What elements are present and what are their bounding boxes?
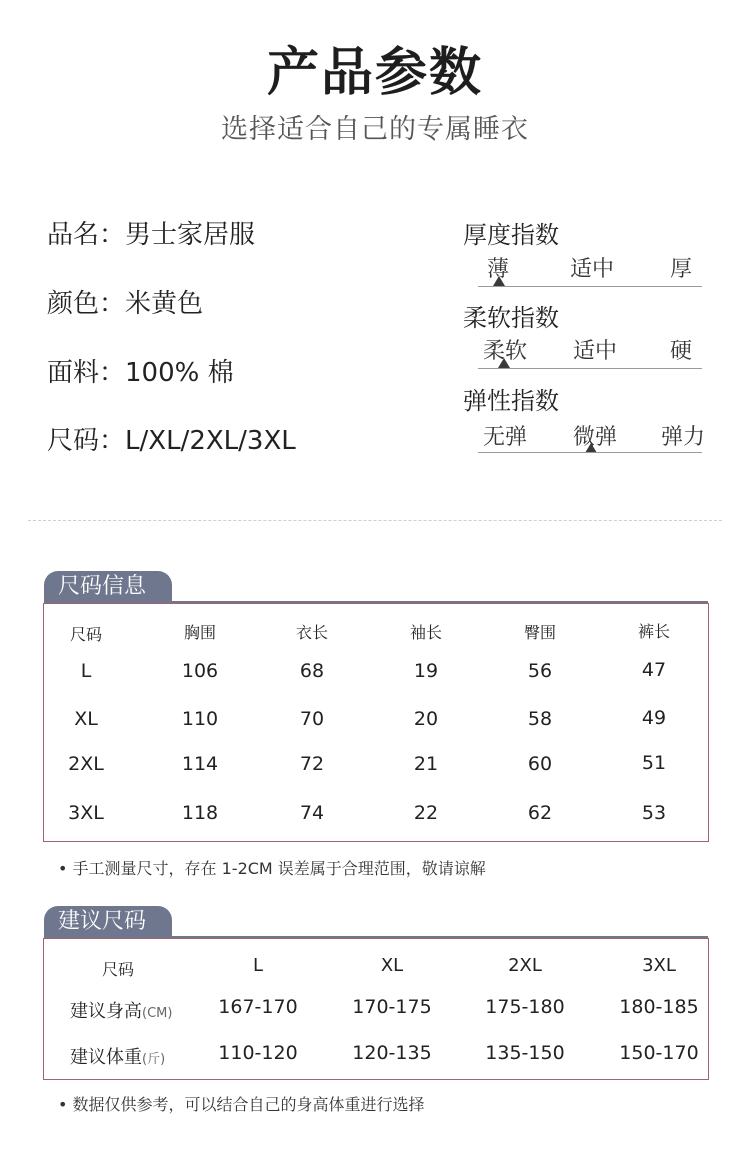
section-divider: [28, 520, 722, 521]
size-table-cell: L: [80, 660, 92, 682]
product-name-row: [47, 214, 255, 251]
product-name-value: 男士家居服: [125, 220, 256, 250]
recommend-cell: 175-180: [485, 996, 565, 1018]
recommend-tab: 建议尺码: [44, 906, 172, 938]
product-name-label: 品名：: [47, 220, 126, 250]
recommend-cell: 167-170: [218, 996, 298, 1018]
recommend-weight-unit: (斤): [142, 1052, 166, 1067]
page-subtitle: 选择适合自己的专属睡衣: [221, 114, 529, 145]
size-table-header-pants: 裤长: [637, 622, 670, 641]
size-table-cell: 68: [299, 660, 325, 682]
product-fabric-row: [47, 352, 234, 389]
recommend-height-label-text: 建议身高: [70, 1001, 142, 1022]
size-table-cell: 114: [181, 753, 219, 775]
softness-scale-line: [478, 368, 702, 369]
softness-option-hard: 硬: [669, 339, 692, 364]
size-info-tab: 尺码信息: [44, 571, 172, 603]
thickness-option-thin: 薄: [486, 257, 509, 282]
product-color-label: 颜色：: [47, 289, 126, 319]
recommend-header-3XL: 3XL: [642, 955, 676, 976]
size-table-cell: 106: [181, 660, 219, 682]
recommend-header-size: 尺码: [101, 960, 134, 979]
size-table-cell: 74: [299, 802, 325, 824]
product-fabric-value: 100% 棉: [125, 358, 234, 388]
recommend-height-unit: (CM): [142, 1006, 173, 1021]
elasticity-option-none: 无弹: [482, 425, 527, 450]
thickness-option-thick: 厚: [669, 257, 692, 282]
size-table-cell: 70: [299, 708, 325, 730]
size-table-header-chest: 胸围: [183, 623, 216, 642]
size-table-cell: XL: [74, 708, 98, 730]
recommend-cell: 150-170: [619, 1042, 699, 1064]
thickness-scale-line: [478, 286, 702, 287]
recommend-header-2XL: 2XL: [508, 955, 542, 976]
size-info-note: • 手工测量尺寸，存在 1-2CM 误差属于合理范围，敬请谅解: [58, 859, 486, 878]
elasticity-option-elastic: 弹力: [660, 425, 705, 450]
size-table-header-size: 尺码: [69, 625, 102, 644]
recommend-height-label: [70, 997, 172, 1023]
size-table-cell: 22: [413, 802, 439, 824]
size-table-cell: 118: [181, 802, 219, 824]
recommend-cell: 110-120: [218, 1042, 298, 1064]
recommend-note: • 数据仅供参考，可以结合自己的身高体重进行选择: [58, 1095, 425, 1114]
size-table-cell: 58: [527, 708, 553, 730]
softness-indicator-icon: [498, 358, 510, 368]
recommend-cell: 170-175: [352, 996, 432, 1018]
size-table-cell: 3XL: [68, 802, 104, 824]
size-table-cell: 47: [641, 659, 667, 681]
softness-option-medium: 适中: [572, 339, 617, 364]
product-size-row: [47, 420, 296, 457]
size-table-cell: 53: [641, 802, 667, 824]
recommend-weight-label-text: 建议体重: [70, 1047, 142, 1068]
recommend-header-L: L: [252, 955, 264, 976]
product-fabric-label: 面料：: [47, 358, 126, 388]
size-table-cell: 72: [299, 753, 325, 775]
size-table-cell: 110: [181, 708, 219, 730]
size-table-header-length: 衣长: [295, 623, 328, 642]
product-color-value: 米黄色: [125, 289, 204, 319]
thickness-index-title: 厚度指数: [463, 221, 559, 249]
size-table-cell: 56: [527, 660, 553, 682]
size-table-cell: 2XL: [68, 753, 104, 775]
size-table-header-sleeve: 袖长: [409, 623, 442, 642]
elasticity-scale-line: [478, 452, 702, 453]
recommend-header-XL: XL: [380, 955, 404, 976]
product-size-label: 尺码：: [47, 426, 126, 456]
elasticity-option-slight: 微弹: [572, 425, 617, 450]
recommend-weight-label: [70, 1043, 165, 1069]
size-table-cell: 51: [641, 752, 667, 774]
thickness-indicator-icon: [493, 276, 505, 286]
size-table-cell: 49: [641, 707, 667, 729]
page-title: 产品参数: [266, 43, 483, 103]
recommend-cell: 120-135: [352, 1042, 432, 1064]
size-table-cell: 19: [413, 660, 439, 682]
product-color-row: [47, 283, 203, 320]
size-table-cell: 62: [527, 802, 553, 824]
size-table-cell: 20: [413, 708, 439, 730]
softness-index-title: 柔软指数: [463, 304, 559, 332]
size-table-cell: 60: [527, 753, 553, 775]
softness-option-soft: 柔软: [482, 339, 527, 364]
thickness-option-medium: 适中: [569, 257, 614, 282]
size-table-cell: 21: [413, 753, 439, 775]
recommend-cell: 135-150: [485, 1042, 565, 1064]
product-size-value: L/XL/2XL/3XL: [125, 426, 296, 456]
elasticity-index-title: 弹性指数: [463, 387, 559, 415]
size-table-header-hip: 臀围: [523, 623, 556, 642]
recommend-cell: 180-185: [619, 996, 699, 1018]
